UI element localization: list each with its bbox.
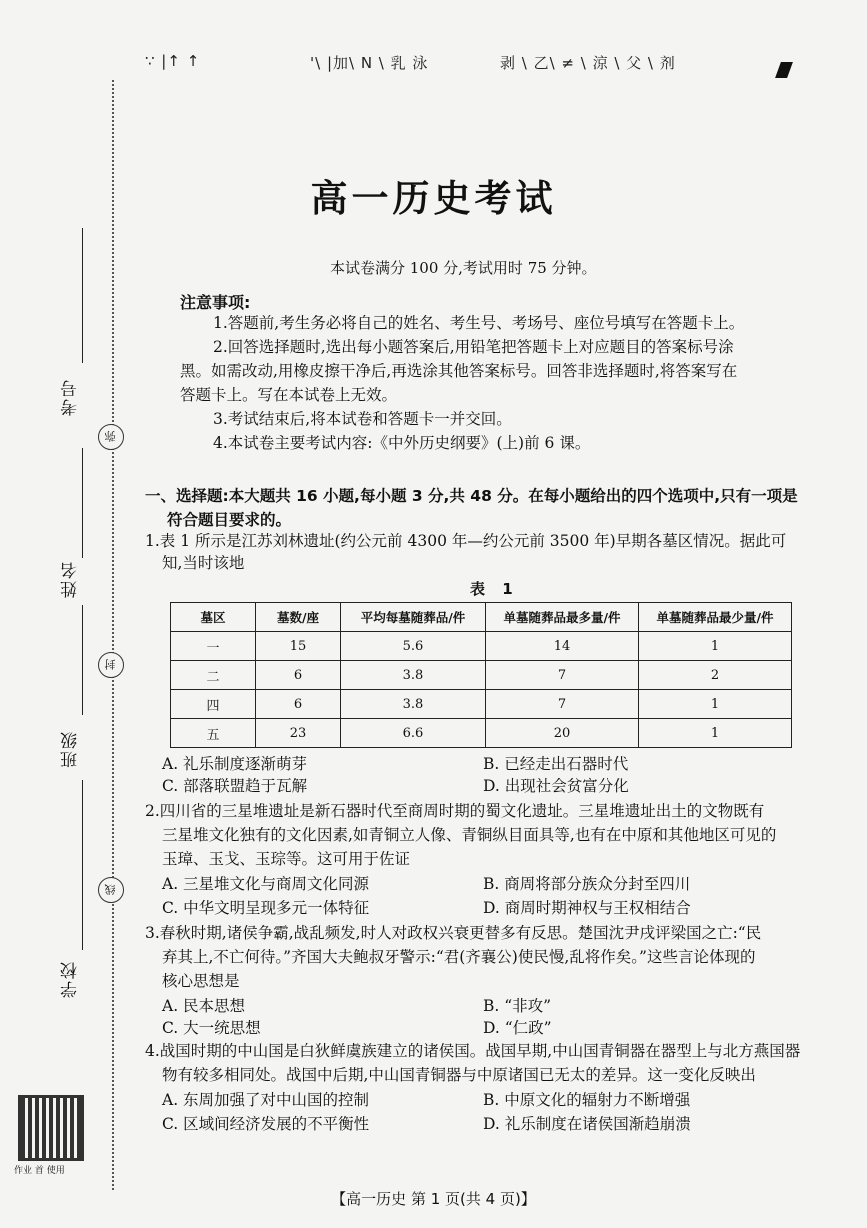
note-item: 答题卡上。写在本试卷上无效。 <box>180 386 398 404</box>
q2-stem-line3: 玉璋、玉戈、玉琮等。这可用于佐证 <box>162 850 411 868</box>
q2-stem-line1: 2.四川省的三星堆遗址是新石器时代至商周时期的蜀文化遗址。三星堆遗址出土的文物既有 <box>145 802 765 820</box>
scan-edge-mark <box>775 62 793 78</box>
table-cell: 一 <box>171 632 256 661</box>
qr-caption: 作业 首 使用 <box>14 1166 65 1176</box>
q4-stem-line2: 物有较多相同处。战国中后期,中山国青铜器与中原诸国已无太的差异。这一变化反映出 <box>162 1066 756 1084</box>
seal-mark-2: 封 <box>98 652 124 678</box>
header-scan-middle: '\ |加\ N \ 乳 泳 <box>310 54 429 72</box>
section-heading-line1: 一、选择题:本大题共 16 小题,每小题 3 分,共 48 分。在每小题给出的四个选项中,只有一项是 <box>145 487 798 505</box>
section-heading-line2: 符合题目要求的。 <box>167 511 292 529</box>
q4-stem-line1: 4.战国时期的中山国是白狄鲜虞族建立的诸侯国。战国早期,中山国青铜器在器型上与北方燕国器 <box>145 1042 801 1060</box>
name-rule <box>82 448 83 558</box>
table-cell: 23 <box>256 719 341 748</box>
table-cell: 3.8 <box>341 690 486 719</box>
table-cell: 15 <box>256 632 341 661</box>
q3-option-a: A. 民本思想 <box>162 997 246 1015</box>
q3-stem-line3: 核心思想是 <box>162 972 240 990</box>
q1-option-a: A. 礼乐制度逐渐萌芽 <box>162 755 308 773</box>
table-cell: 7 <box>486 661 639 690</box>
q2-option-d: D. 商周时期神权与王权相结合 <box>483 899 691 917</box>
q4-option-b: B. 中原文化的辐射力不断增强 <box>483 1091 691 1109</box>
table-cell: 20 <box>486 719 639 748</box>
exam-no-rule <box>82 228 83 363</box>
table-cell: 二 <box>171 661 256 690</box>
table-header-row <box>171 603 792 632</box>
table-cell: 6.6 <box>341 719 486 748</box>
table-row <box>171 632 792 661</box>
table-row <box>171 690 792 719</box>
page-footer: 【高一历史 第 1 页(共 4 页)】 <box>331 1190 536 1208</box>
table-header-cell: 平均每墓随葬品/件 <box>341 603 486 632</box>
q3-stem-line1: 3.春秋时期,诸侯争霸,战乱频发,时人对政权兴衰更替多有反思。楚国沈尹戌评梁国之亡:“民 <box>145 924 762 942</box>
q2-option-a: A. 三星堆文化与商周文化同源 <box>162 875 370 893</box>
note-item: 4.本试卷主要考试内容:《中外历史纲要》(上)前 6 课。 <box>213 434 591 452</box>
table-cell: 14 <box>486 632 639 661</box>
q1-option-d: D. 出现社会贫富分化 <box>483 777 629 795</box>
notes-heading: 注意事项: <box>180 293 251 312</box>
q2-stem-line2: 三星堆文化独有的文化因素,如青铜立人像、青铜纵目面具等,也有在中原和其他地区可见的 <box>162 826 777 844</box>
q1-stem-line1: 1.表 1 所示是江苏刘林遗址(约公元前 4300 年—约公元前 3500 年)早期各墓区情况。据此可 <box>145 532 787 550</box>
page-title: 高一历史考试 <box>310 177 557 220</box>
table-cell: 6 <box>256 661 341 690</box>
q4-option-c: C. 区域间经济发展的不平衡性 <box>162 1115 370 1133</box>
table-cell: 5.6 <box>341 632 486 661</box>
seal-mark-1: 弥 <box>98 424 124 450</box>
note-item: 3.考试结束后,将本试卷和答题卡一并交回。 <box>213 410 512 428</box>
school-rule <box>82 780 83 950</box>
table-cell: 6 <box>256 690 341 719</box>
table-cell: 1 <box>639 719 792 748</box>
table-header-cell: 单墓随葬品最多量/件 <box>486 603 639 632</box>
note-item: 黑。如需改动,用橡皮擦干净后,再选涂其他答案标号。回答非选择题时,将答案写在 <box>180 362 738 380</box>
exam-subtitle: 本试卷满分 100 分,考试用时 75 分钟。 <box>330 259 597 277</box>
table-cell: 1 <box>639 690 792 719</box>
q1-option-b: B. 已经走出石器时代 <box>483 755 629 773</box>
header-scan-left: ∵ |↑ ↑ <box>145 52 201 70</box>
table-cell: 四 <box>171 690 256 719</box>
table-cell: 五 <box>171 719 256 748</box>
binding-dashed-line <box>112 80 114 1190</box>
section-heading <box>145 484 825 532</box>
exam-no-label: 考号 <box>61 378 81 416</box>
table-cell: 7 <box>486 690 639 719</box>
q3-option-d: D. “仁政” <box>483 1019 552 1037</box>
table-cell: 1 <box>639 632 792 661</box>
q1-stem-line2: 知,当时该地 <box>162 554 245 572</box>
header-scan-right: 剥 \ 乙\ ≠ \ 涼 \ 父 \ 剂 <box>500 54 676 72</box>
class-label: 班级 <box>61 730 81 768</box>
table-header-cell: 墓数/座 <box>256 603 341 632</box>
note-item: 1.答题前,考生务必将自己的姓名、考生号、考场号、座位号填写在答题卡上。 <box>213 314 745 332</box>
name-label: 姓名 <box>61 560 81 598</box>
table-row <box>171 719 792 748</box>
q2-option-b: B. 商周将部分族众分封至四川 <box>483 875 691 893</box>
q3-option-b: B. “非攻” <box>483 997 552 1015</box>
table-row <box>171 661 792 690</box>
table-caption: 表 1 <box>470 580 519 598</box>
table-cell: 3.8 <box>341 661 486 690</box>
seal-mark-3: 线 <box>98 877 124 903</box>
burial-table <box>170 602 792 748</box>
q4-option-a: A. 东周加强了对中山国的控制 <box>162 1091 370 1109</box>
table-header-cell: 单墓随葬品最少量/件 <box>639 603 792 632</box>
q3-stem-line2: 弃其上,不亡何待。”齐国大夫鲍叔牙警示:“君(齐襄公)使民慢,乱将作矣。”这些言论体现的 <box>162 948 756 966</box>
school-label: 学校 <box>61 960 81 998</box>
q4-option-d: D. 礼乐制度在诸侯国渐趋崩溃 <box>483 1115 691 1133</box>
q2-option-c: C. 中华文明呈现多元一体特征 <box>162 899 370 917</box>
q3-option-c: C. 大一统思想 <box>162 1019 261 1037</box>
note-item: 2.回答选择题时,选出每小题答案后,用铅笔把答题卡上对应题目的答案标号涂 <box>213 338 734 356</box>
class-rule <box>82 605 83 715</box>
table-header-cell: 墓区 <box>171 603 256 632</box>
table-cell: 2 <box>639 661 792 690</box>
q1-option-c: C. 部落联盟趋于瓦解 <box>162 777 308 795</box>
qr-code <box>18 1095 84 1161</box>
